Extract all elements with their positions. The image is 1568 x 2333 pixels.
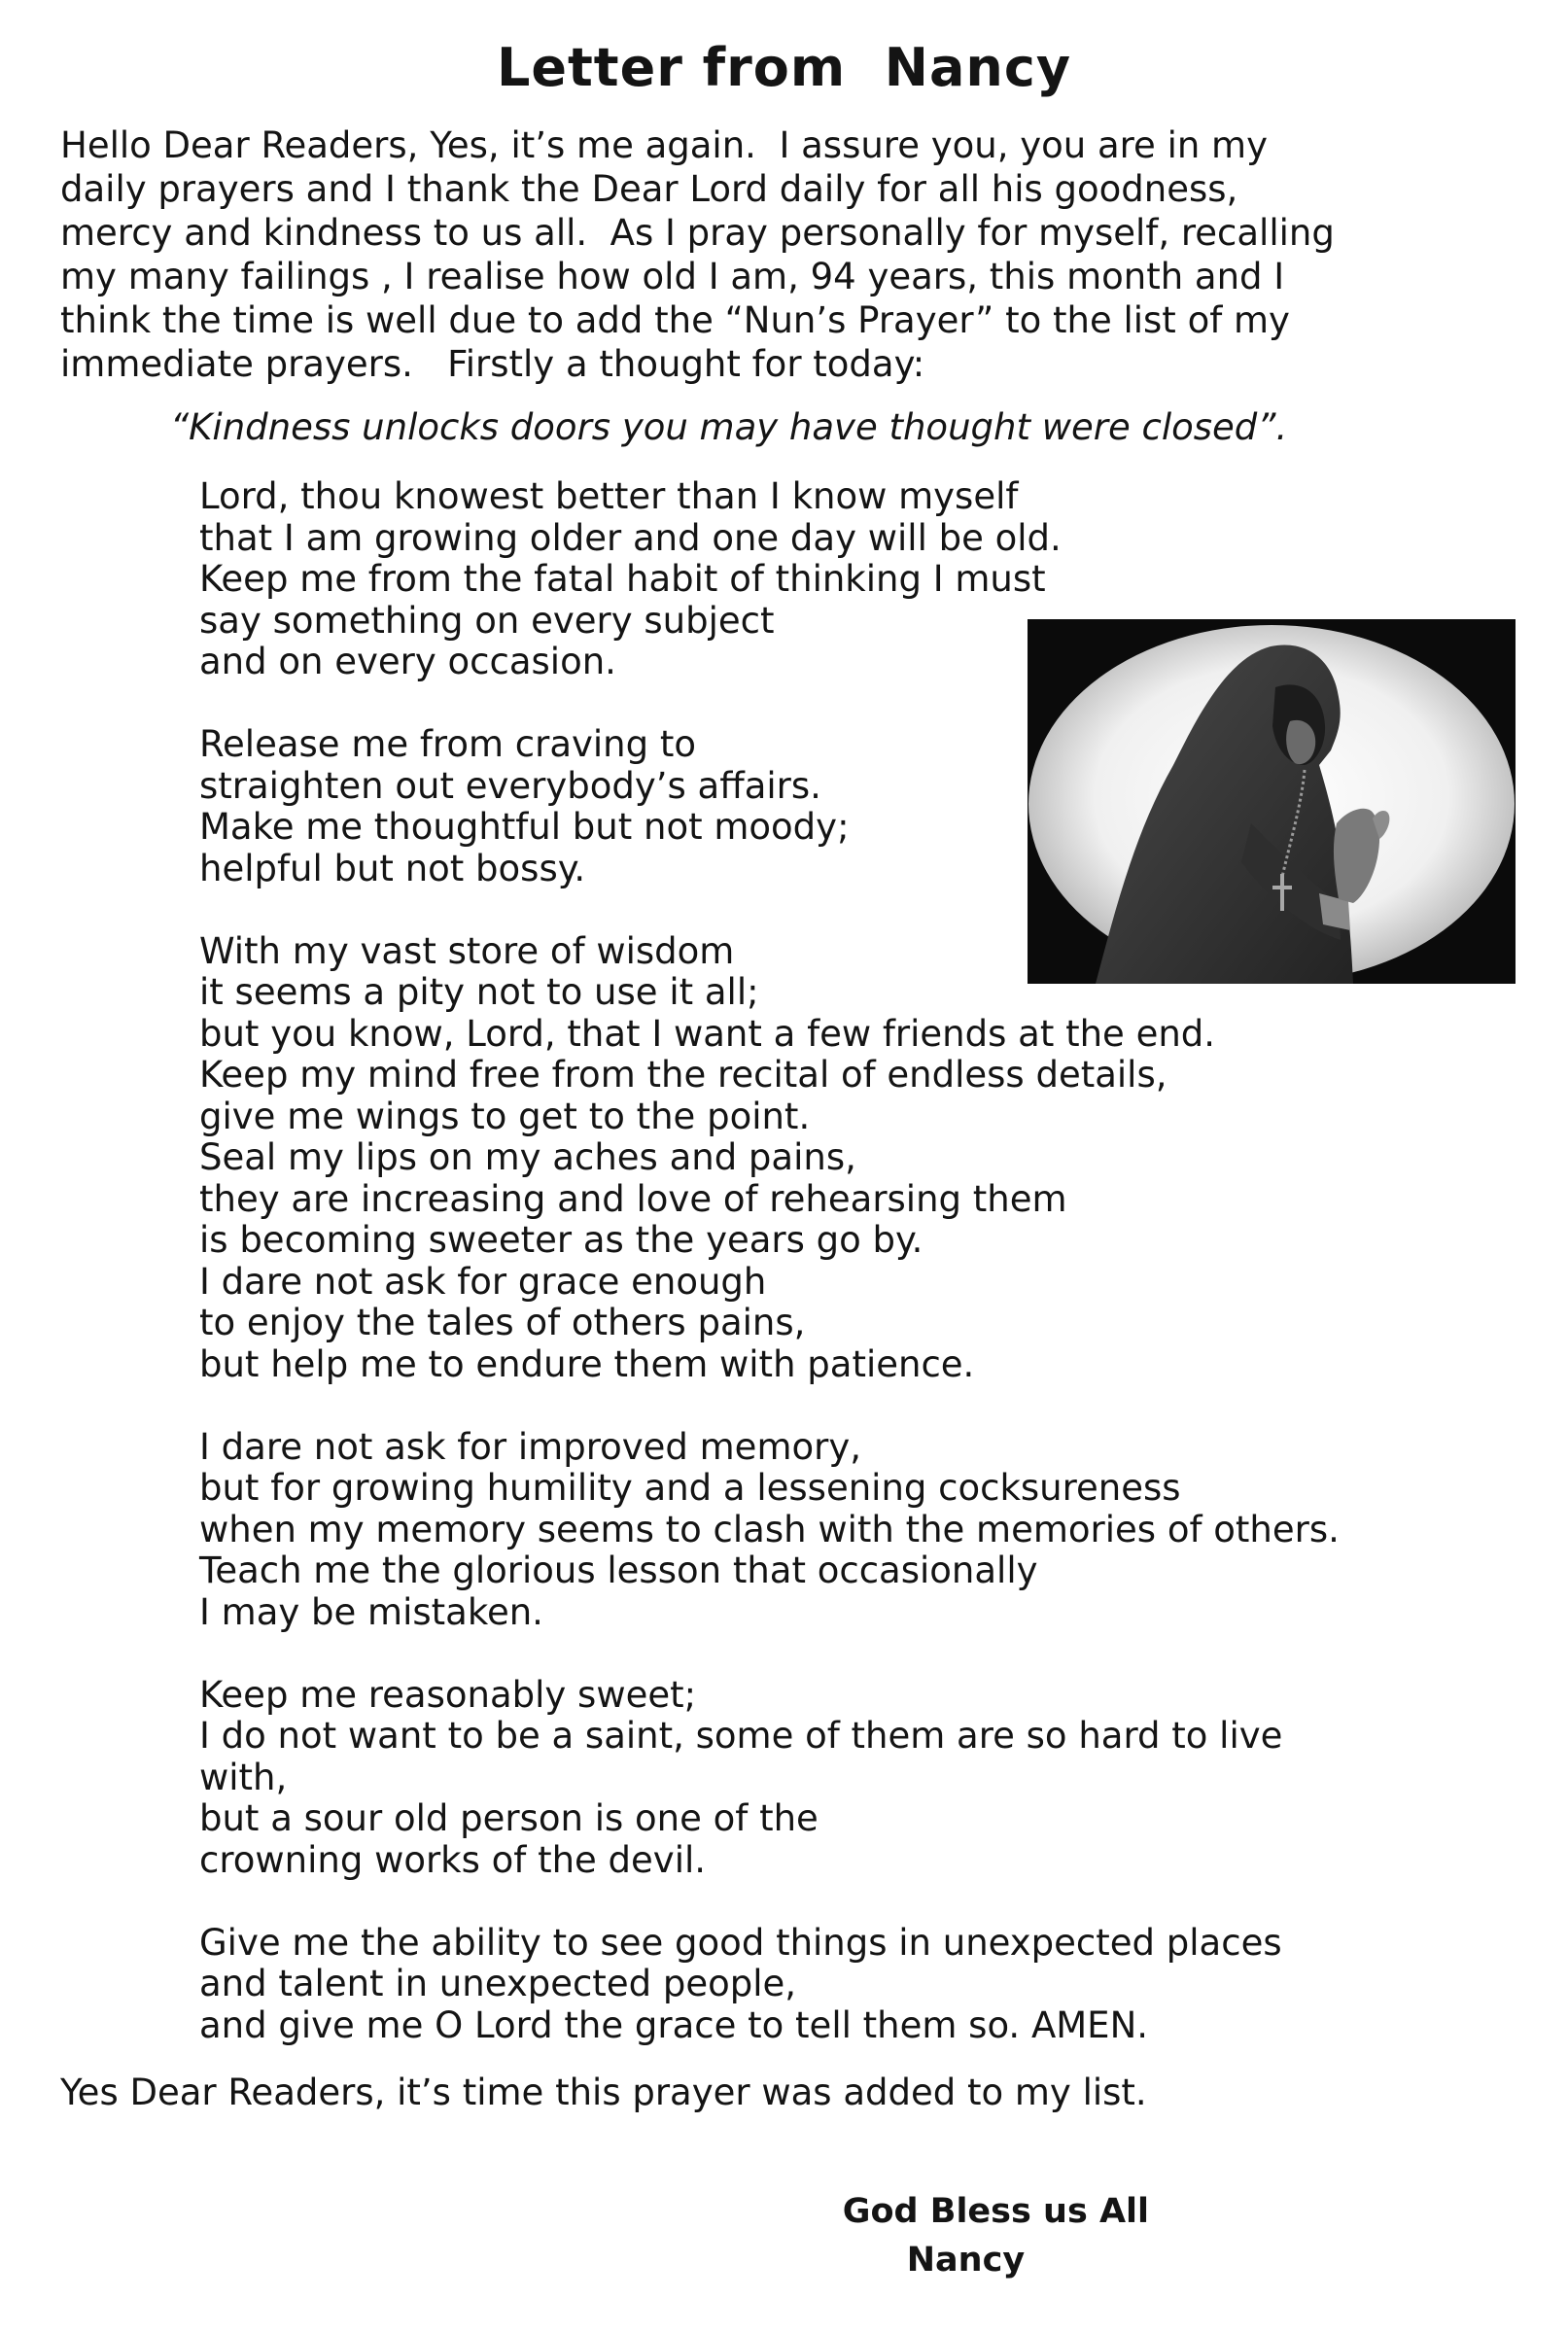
intro-line: mercy and kindness to us all. As I pray personally for myself, recalling [60, 212, 1335, 254]
prayer-line: helpful but not bossy. [199, 847, 586, 889]
prayer-stanza [199, 1923, 1463, 2047]
prayer-line: say something on every subject [199, 599, 775, 642]
prayer-line: and on every occasion. [199, 641, 616, 682]
signoff [795, 2139, 1149, 2333]
prayer-line: straighten out everybody’s affairs. [199, 764, 821, 807]
prayer-line: Teach me the glorious lesson that occasionally [199, 1550, 1038, 1591]
prayer-line: Give me the ability to see good things in unexpected places [199, 1921, 1282, 1964]
prayer-line: I do not want to be a saint, some of them are so hard to live [199, 1715, 1283, 1757]
prayer-stanza [199, 1427, 1463, 1634]
prayer-line: Seal my lips on my aches and pains, [199, 1136, 856, 1178]
prayer-line: but help me to endure them with patience. [199, 1342, 975, 1385]
thought-quote: “Kindness unlocks doors you may have thought were closed”. [170, 406, 1288, 448]
signoff-blessing: God Bless us All [842, 2192, 1150, 2231]
prayer-line: they are increasing and love of rehearsing them [199, 1177, 1067, 1220]
intro-line: immediate prayers. Firstly a thought for today: [60, 343, 925, 385]
prayer-line: I dare not ask for improved memory, [199, 1425, 861, 1468]
prayer-line: give me wings to get to the point. [199, 1095, 811, 1137]
prayer-line: Keep me from the fatal habit of thinking I must [199, 558, 1046, 600]
prayer-line: and give me O Lord the grace to tell them so. AMEN. [199, 2003, 1149, 2046]
prayer-line: Keep me reasonably sweet; [199, 1673, 697, 1716]
prayer-line: but a sour old person is one of the [199, 1797, 819, 1839]
page-title: Letter from Nancy [496, 37, 1072, 98]
prayer-line: with, [199, 1756, 288, 1798]
prayer-line: I may be mistaken. [199, 1590, 543, 1633]
praying-nun-photo [1028, 619, 1516, 984]
prayer-line: Release me from craving to [199, 723, 697, 765]
signoff-name: Nancy [906, 2241, 1026, 2280]
prayer-line: to enjoy the tales of others pains, [199, 1302, 806, 1343]
prayer-line: crowning works of the devil. [199, 1838, 707, 1881]
intro-line: think the time is well due to add the “Nun’s Prayer” to the list of my [60, 299, 1290, 341]
intro-paragraph [60, 123, 1528, 386]
prayer-line: With my vast store of wisdom [199, 929, 735, 972]
prayer-line: I dare not ask for grace enough [199, 1260, 767, 1303]
prayer-line: and talent in unexpected people, [199, 1963, 797, 2004]
prayer-line: but you know, Lord, that I want a few friends at the end. [199, 1012, 1216, 1055]
prayer-line: that I am growing older and one day will be old. [199, 516, 1062, 559]
prayer-stanza [199, 931, 1463, 1386]
intro-line: daily prayers and I thank the Dear Lord daily for all his goodness, [60, 168, 1238, 210]
prayer-line: it seems a pity not to use it all; [199, 971, 759, 1013]
intro-line: Hello Dear Readers, Yes, it’s me again. I assure you, you are in my [60, 124, 1268, 166]
prayer-line: is becoming sweeter as the years go by. [199, 1219, 923, 1261]
closing-line: Yes Dear Readers, it’s time this prayer was added to my list. [60, 2072, 1147, 2113]
prayer-stanza [199, 1675, 1463, 1882]
prayer-line: when my memory seems to clash with the memories of others. [199, 1508, 1340, 1550]
praying-nun-illustration [1028, 619, 1516, 984]
prayer-line: but for growing humility and a lessening cocksureness [199, 1467, 1181, 1509]
prayer-line: Make me thoughtful but not moody; [199, 806, 850, 848]
prayer-line: Keep my mind free from the recital of endless details, [199, 1054, 1167, 1096]
prayer-line: Lord, thou knowest better than I know myself [199, 475, 1019, 517]
intro-line: my many failings , I realise how old I am, 94 years, this month and I [60, 256, 1285, 297]
